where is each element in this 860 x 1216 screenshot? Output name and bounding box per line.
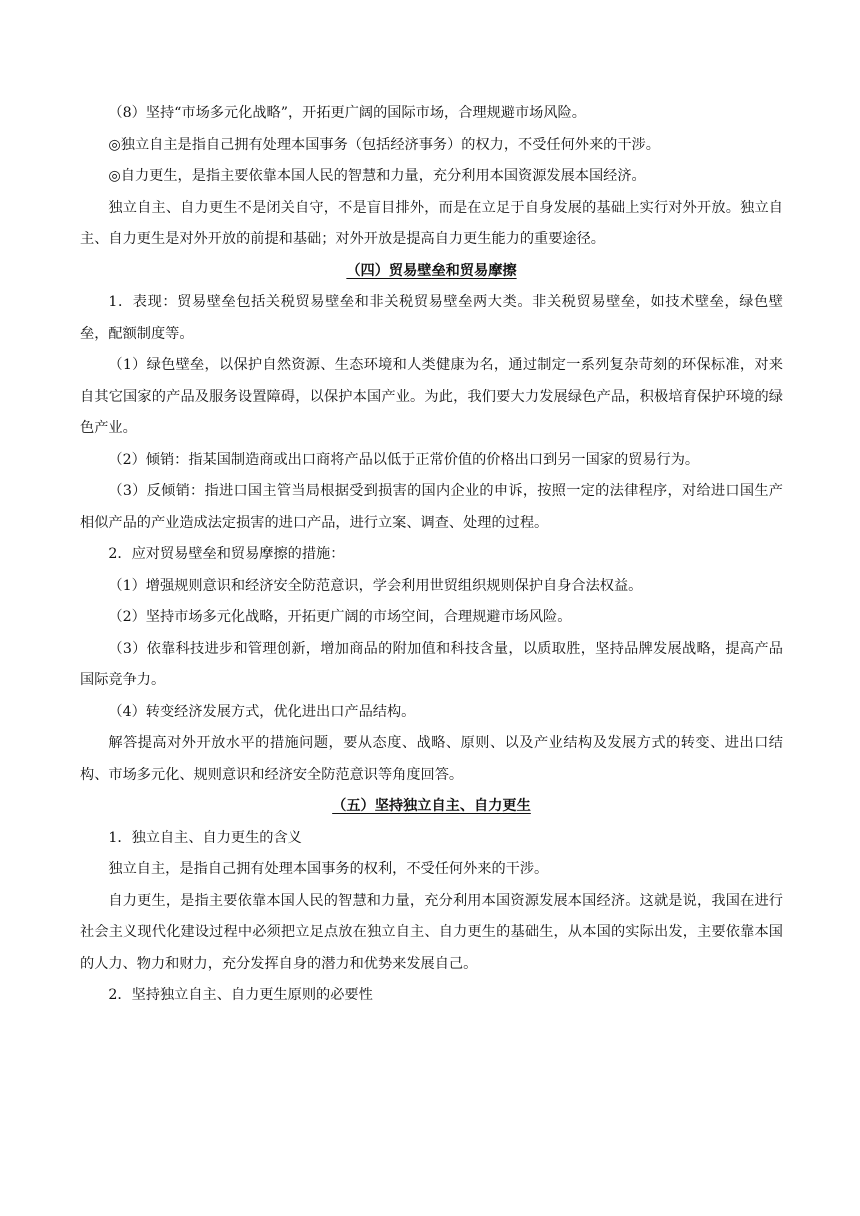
paragraph: 1．表现：贸易壁垒包括关税贸易壁垒和非关税贸易壁垒两大类。非关税贸易壁垒，如技术壁垒，绿色壁垒，配额制度等。 [80,294,783,342]
paragraph: 独立自主、自力更生不是闭关自守，不是盲目排外，而是在立足于自身发展的基础上实行对外开放。独立自主、自力更生是对外开放的前提和基础；对外开放是提高自力更生能力的重要途径。 [80,199,783,247]
paragraph: 自力更生，是指主要依靠本国人民的智慧和力量，充分利用本国资源发展本国经济。这就是说，我国在进行社会主义现代化建设过程中必须把立足点放在独立自主、自力更生的基础生，从本国的实际出发，主要依靠本国的人力、物力和财力，充分发挥自身的潜力和优势来发展自己。 [80,892,783,972]
section-heading: （四）贸易壁垒和贸易摩擦 [346,262,517,279]
paragraph: （1）增强规则意识和经济安全防范意识，学会利用世贸组织规则保护自身合法权益。 [108,577,643,594]
paragraph: 2．应对贸易壁垒和贸易摩擦的措施： [108,546,345,562]
paragraph: （3）依靠科技进步和管理创新，增加商品的附加值和科技含量，以质取胜，坚持品牌发展战略，提高产品国际竞争力。 [80,640,783,688]
section-heading: （五）坚持独立自主、自力更生 [332,798,531,814]
document-page [80,98,783,1012]
paragraph: （3）反倾销：指进口国主管当局根据受到损害的国内企业的申诉，按照一定的法律程序，对给进口国生产相似产品的产业造成法定损害的进口产品，进行立案、调查、处理的过程。 [80,483,783,531]
paragraph: （1）绿色壁垒，以保护自然资源、生态环境和人类健康为名，通过制定一系列复杂苛刻的环保标准，对来自其它国家的产品及服务设置障碍，以保护本国产业。为此，我们要大力发展绿色产品，积极培育保护环境的绿色产业。 [80,357,783,436]
paragraph: 解答提高对外开放水平的措施问题，要从态度、战略、原则、以及产业结构及发展方式的转变、进出口结构、市场多元化、规则意识和经济安全防范意识等角度回答。 [80,735,783,783]
paragraph: （4）转变经济发展方式，优化进出口产品结构。 [108,703,416,720]
paragraph: ◎独立自主是指自己拥有处理本国事务（包括经济事务）的权力，不受任何外来的干涉。 [108,136,660,153]
paragraph: ◎自力更生，是指主要依靠本国人民的智慧和力量，充分利用本国资源发展本国经济。 [108,168,646,184]
paragraph: 独立自主，是指自己拥有处理本国事务的权利，不受任何外来的干涉。 [108,861,549,877]
paragraph: （2）倾销：指某国制造商或出口商将产品以低于正常价值的价格出口到另一国家的贸易行为。 [108,451,700,468]
paragraph: （2）坚持市场多元化战略，开拓更广阔的市场空间，合理规避市场风险。 [108,609,572,625]
paragraph: 1．独立自主、自力更生的含义 [108,829,302,846]
paragraph: 2．坚持独立自主、自力更生原则的必要性 [108,987,373,1003]
paragraph: （8）坚持“市场多元化战略”，开拓更广阔的国际市场，合理规避市场风险。 [108,105,586,121]
